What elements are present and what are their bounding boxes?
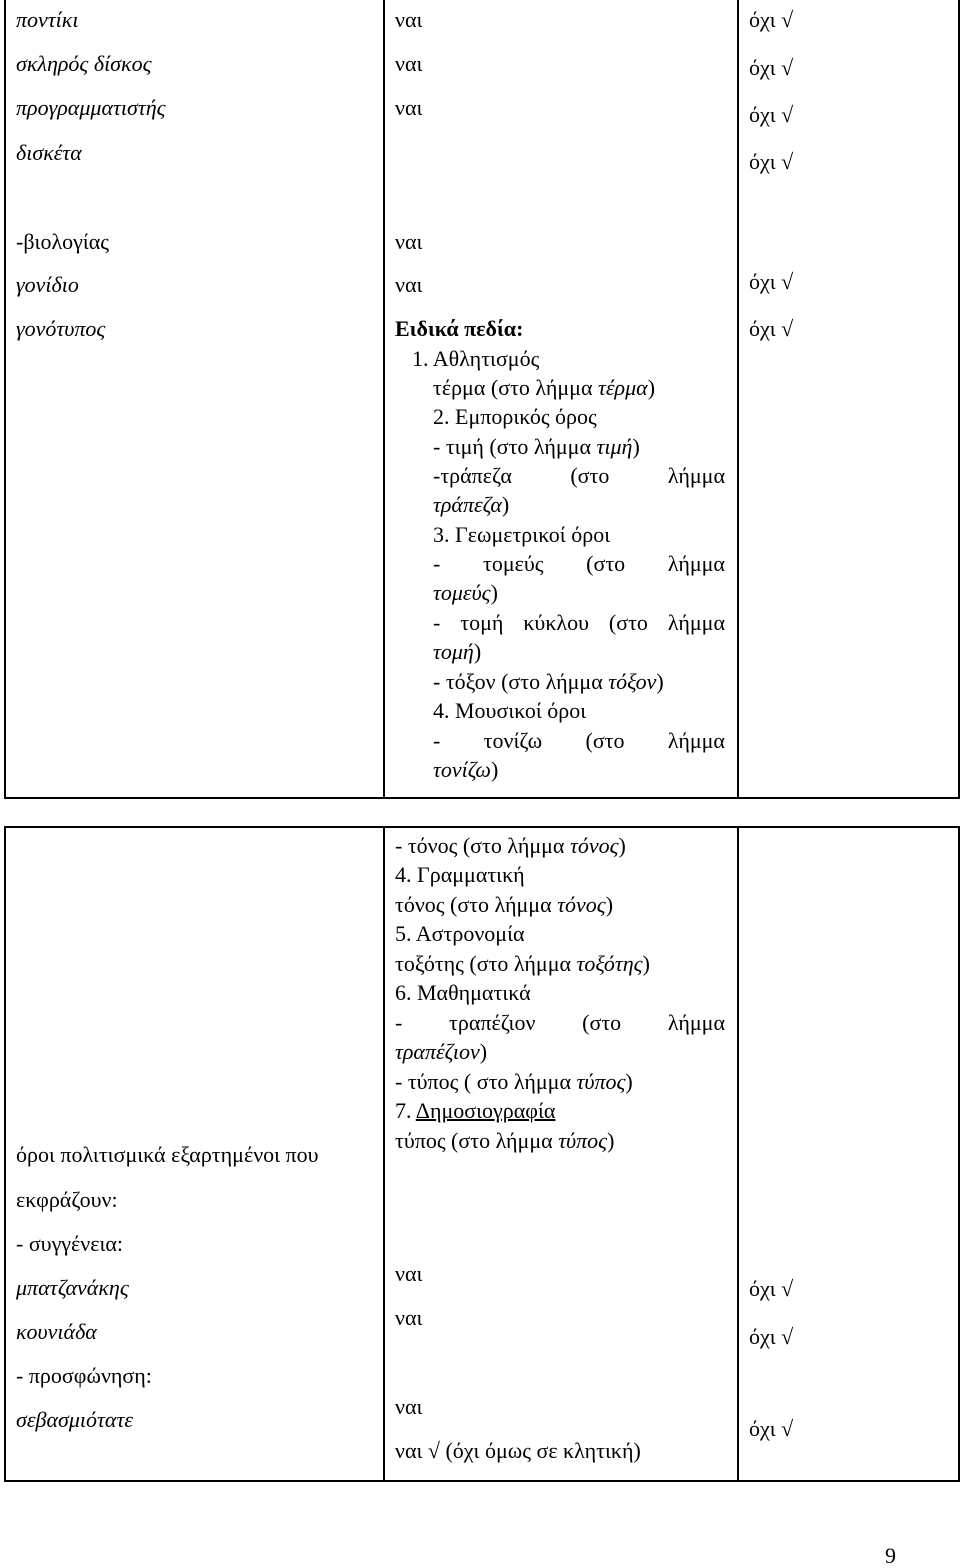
check-mark-text: όχι √ (749, 1416, 794, 1441)
term-text: σκληρός δίσκος (16, 51, 152, 76)
lemma-entry-cont: τράπεζα) (433, 492, 510, 517)
section-label: -βιολογίας (16, 229, 109, 254)
category-text: - προσφώνηση: (16, 1363, 152, 1388)
lemma-entry: -τράπεζα (στο λήμμα (433, 463, 725, 488)
lemma-entry: - τόξον (στο λήμμα τόξον) (433, 669, 664, 694)
answer-text: ναι (395, 1305, 423, 1330)
lemma-entry: - τιμή (στο λήμμα τιμή) (433, 434, 640, 459)
term-text: προγραμματιστής (16, 95, 166, 120)
category-text: εκφράζουν: (16, 1187, 118, 1212)
field-heading: 3. Γεωμετρικοί όροι (433, 522, 611, 547)
term-text: δισκέτα (16, 140, 82, 165)
term-text: κουνιάδα (16, 1319, 97, 1344)
lemma-entry-cont: τραπέζιον) (395, 1039, 488, 1064)
answer-note: ναι √ (όχι όμως σε κλητική) (395, 1438, 641, 1463)
field-heading: 5. Αστρονομία (395, 921, 525, 946)
check-mark-text: όχι √ (749, 102, 794, 127)
lemma-entry-cont: τονίζω) (433, 757, 499, 782)
lemma-entry: - τόνος (στο λήμμα τόνος) (395, 833, 626, 858)
term-text: ποντίκι (16, 7, 79, 32)
field-heading: 2. Εμπορικός όρος (433, 404, 597, 429)
check-mark-text: όχι √ (749, 1324, 794, 1349)
check-mark-text: όχι √ (749, 1276, 794, 1301)
category-text: - συγγένεια: (16, 1231, 124, 1256)
answer-text: ναι (395, 1261, 423, 1286)
term-text: γονότυπος (16, 316, 106, 341)
column-divider (383, 828, 385, 1480)
lemma-entry: τόνος (στο λήμμα τόνος) (395, 892, 614, 917)
field-heading: 4. Γραμματική (395, 862, 525, 887)
lemma-entry-cont: τομή) (433, 639, 482, 664)
answer-text: ναι (395, 95, 423, 120)
check-mark-text: όχι √ (749, 7, 794, 32)
answer-text: ναι (395, 1394, 423, 1419)
term-text: μπατζανάκης (16, 1275, 129, 1300)
check-mark-text: όχι √ (749, 149, 794, 174)
column-divider (383, 0, 385, 797)
field-heading: 6. Μαθηματικά (395, 980, 531, 1005)
term-text: σεβασμιότατε (16, 1407, 133, 1432)
lemma-entry: - τραπέζιον (στο λήμμα (395, 1010, 725, 1035)
lemma-entry: τύπος (στο λήμμα τύπος) (395, 1128, 615, 1153)
answer-text: ναι (395, 51, 423, 76)
answer-text: ναι (395, 272, 423, 297)
lemma-entry-cont: τομεύς) (433, 580, 498, 605)
special-fields-heading: Ειδικά πεδία: (395, 316, 524, 341)
check-mark-text: όχι √ (749, 316, 794, 341)
term-text: γονίδιο (16, 272, 79, 297)
column-divider (737, 828, 739, 1480)
check-mark-text: όχι √ (749, 55, 794, 80)
category-text: όροι πολιτισμικά εξαρτημένοι που (16, 1142, 319, 1167)
answer-text: ναι (395, 7, 423, 32)
page-number: 9 (885, 1543, 896, 1568)
check-mark-text: όχι √ (749, 269, 794, 294)
lemma-entry: τέρμα (στο λήμμα τέρμα) (433, 375, 656, 400)
answer-text: ναι (395, 229, 423, 254)
lemma-entry: - τομή κύκλου (στο λήμμα (433, 610, 725, 635)
lemma-entry: τοξότης (στο λήμμα τοξότης) (395, 951, 650, 976)
field-heading: 1. Αθλητισμός (412, 346, 540, 371)
field-heading: 7. Δημοσιογραφία (395, 1098, 556, 1123)
lemma-entry: - τύπος ( στο λήμμα τύπος) (395, 1069, 633, 1094)
field-heading: 4. Μουσικοί όροι (433, 698, 587, 723)
lemma-entry: - τονίζω (στο λήμμα (433, 728, 725, 753)
lemma-entry: - τομεύς (στο λήμμα (433, 551, 725, 576)
column-divider (737, 0, 739, 797)
